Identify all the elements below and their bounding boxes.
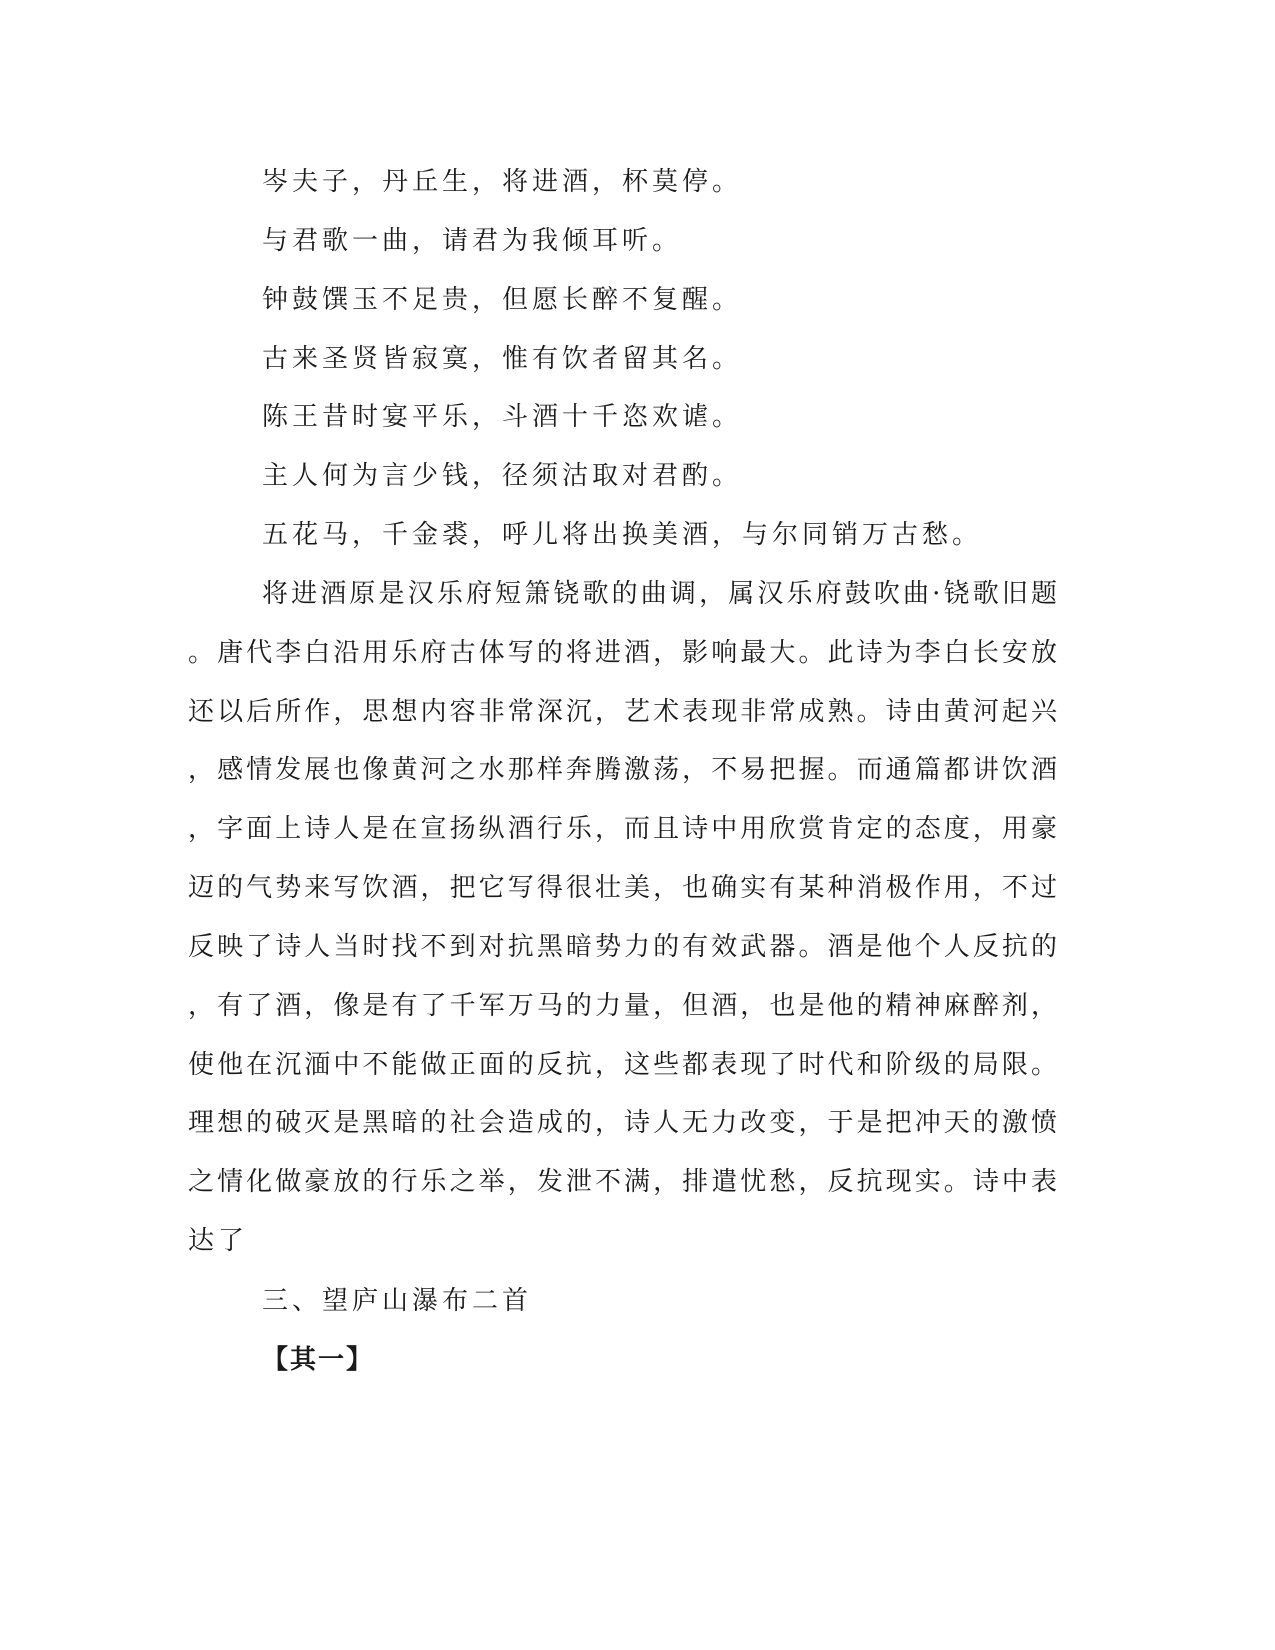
- commentary-line: 将进酒原是汉乐府短箫铙歌的曲调，属汉乐府鼓吹曲·铙歌旧题: [262, 579, 1058, 609]
- poem-line: 与君歌一曲，请君为我倾耳听。: [262, 226, 683, 256]
- poem-line: 五花马，千金裘，呼儿将出换美酒，与尔同销万古愁。: [262, 520, 983, 550]
- commentary-line: 迈的气势来写饮酒，把它写得很壮美，也确实有某种消极作用，不过: [188, 873, 1058, 903]
- commentary-line: 反映了诗人当时找不到对抗黑暗势力的有效武器。酒是他个人反抗的: [188, 932, 1058, 962]
- commentary-line: ，感情发展也像黄河之水那样奔腾激荡，不易把握。而通篇都讲饮酒: [188, 755, 1058, 785]
- commentary-line: 理想的破灭是黑暗的社会造成的，诗人无力改变，于是把冲天的激愤: [188, 1108, 1058, 1138]
- commentary-line: 使他在沉湎中不能做正面的反抗，这些都表现了时代和阶级的局限。: [188, 1050, 1058, 1080]
- commentary-line: 。唐代李白沿用乐府古体写的将进酒，影响最大。此诗为李白长安放: [188, 638, 1058, 668]
- poem-line: 陈王昔时宴平乐，斗酒十千恣欢谑。: [262, 402, 743, 432]
- sub-heading: 【其一】: [262, 1345, 375, 1375]
- commentary-line: 还以后所作，思想内容非常深沉，艺术表现非常成熟。诗由黄河起兴: [188, 697, 1058, 727]
- commentary-line: ，字面上诗人是在宣扬纵酒行乐，而且诗中用欣赏肯定的态度，用豪: [188, 814, 1058, 844]
- poem-line: 古来圣贤皆寂寞，惟有饮者留其名。: [262, 344, 743, 374]
- poem-line: 岑夫子，丹丘生，将进酒，杯莫停。: [262, 167, 743, 197]
- poem-line: 主人何为言少钱，径须沽取对君酌。: [262, 461, 743, 491]
- commentary-line: 之情化做豪放的行乐之举，发泄不满，排遣忧愁，反抗现实。诗中表: [188, 1167, 1058, 1197]
- poem-line: 钟鼓馔玉不足贵，但愿长醉不复醒。: [262, 285, 743, 315]
- section-heading: 三、望庐山瀑布二首: [262, 1286, 533, 1316]
- commentary-line: ，有了酒，像是有了千军万马的力量，但酒，也是他的精神麻醉剂，: [188, 991, 1058, 1021]
- commentary-line: 达了: [188, 1226, 249, 1256]
